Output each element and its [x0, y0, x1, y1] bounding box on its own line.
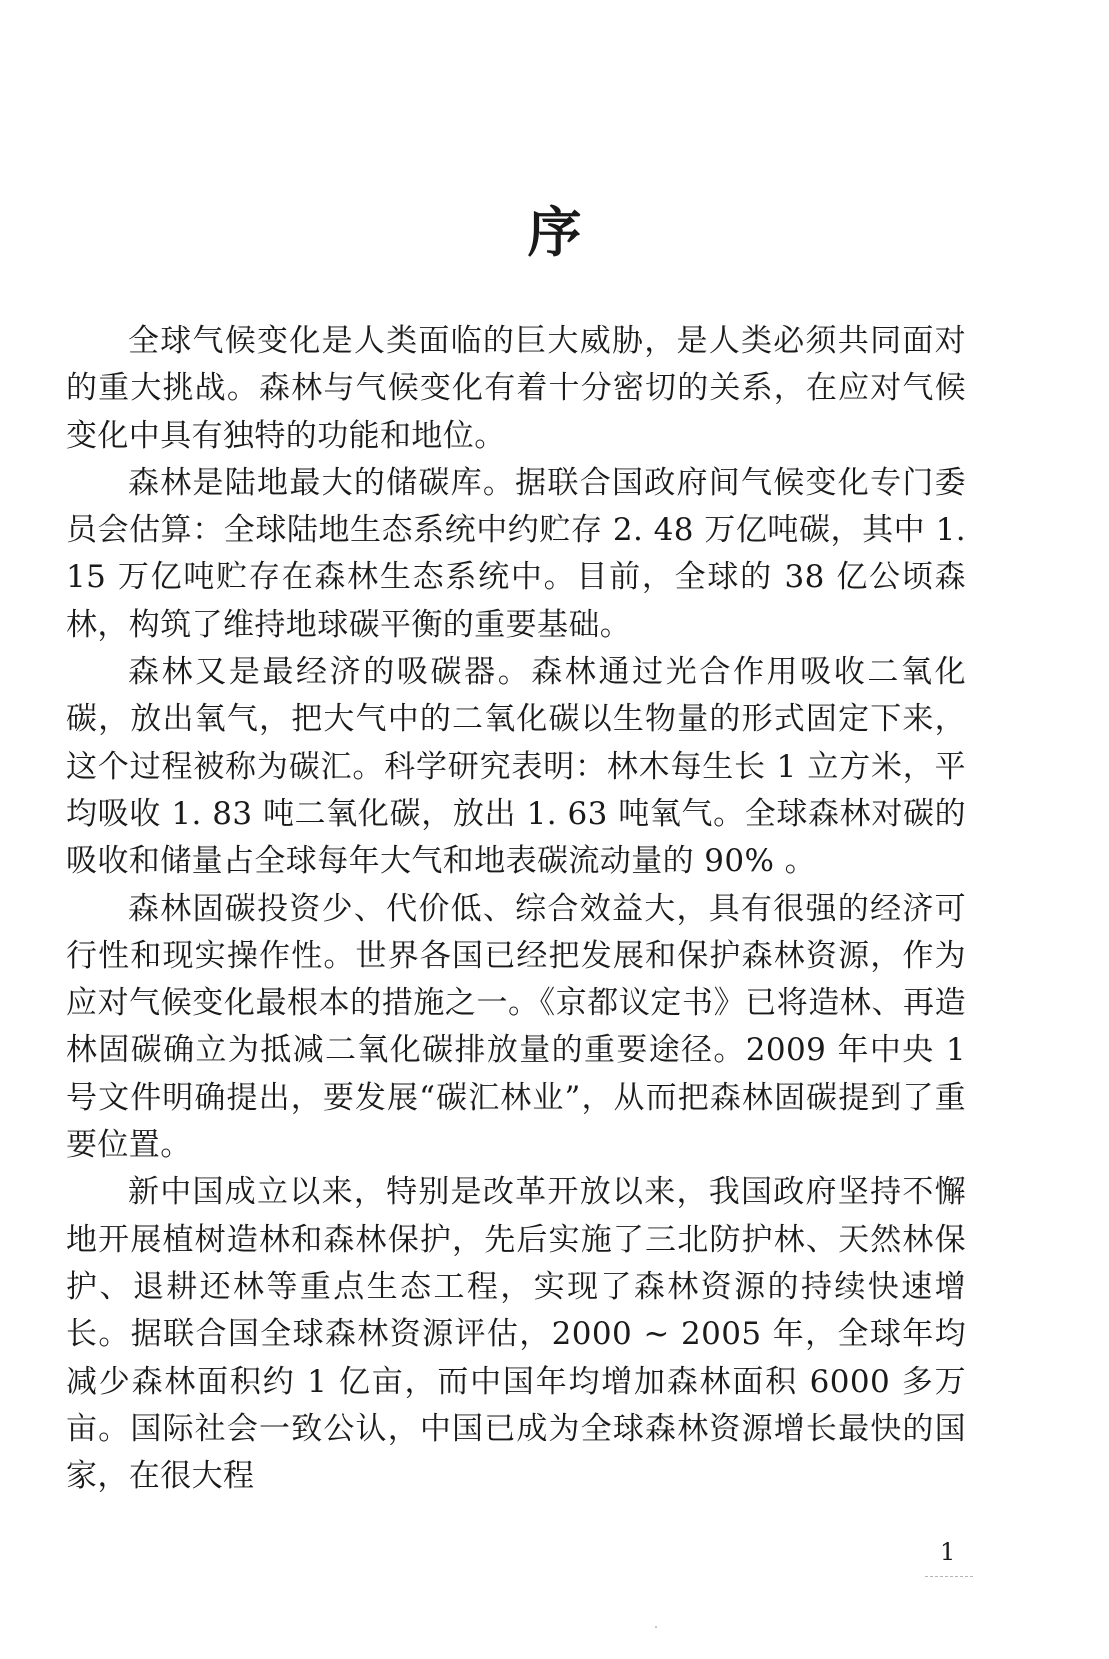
- paragraph: 森林又是最经济的吸碳器。森林通过光合作用吸收二氧化碳，放出氧气，把大气中的二氧化碳以生物量的形式固定下来，这个过程被称为碳汇。科学研究表明：林木每生长 1 立方米，平均吸收 1. 83 吨二氧化碳，放出 1. 63 吨氧气。全球森林对碳的吸收和储量占全球每年大气和地表碳流动量的 90% 。: [66, 654, 966, 880]
- paragraph: 新中国成立以来，特别是改革开放以来，我国政府坚持不懈地开展植树造林和森林保护，先后实施了三北防护林、天然林保护、退耕还林等重点生态工程，实现了森林资源的持续快速增长。据联合国全球森林资源评估，2000 ~ 2005 年，全球年均减少森林面积约 1 亿亩，而中国年均增加森林面积 6000 多万亩。国际社会一致公认，中国已成为全球森林资源增长最快的国家，在很大程: [66, 1174, 966, 1495]
- paragraph: 全球气候变化是人类面临的巨大威胁，是人类必须共同面对的重大挑战。森林与气候变化有着十分密切的关系，在应对气候变化中具有独特的功能和地位。: [66, 323, 966, 454]
- paragraph: 森林固碳投资少、代价低、综合效益大，具有很强的经济可行性和现实操作性。世界各国已经把发展和保护森林资源，作为应对气候变化最根本的措施之一。《京都议定书》已将造林、再造林固碳确立为抵减二氧化碳排放量的重要途径。2009 年中央 1 号文件明确提出，要发展“碳汇林业”，从而把森林固碳提到了重要位置。: [66, 890, 966, 1164]
- page-number: 1: [940, 1538, 956, 1566]
- paragraph: 森林是陆地最大的储碳库。据联合国政府间气候变化专门委员会估算：全球陆地生态系统中约贮存 2. 48 万亿吨碳，其中 1. 15 万亿吨贮存在森林生态系统中。目前，全球的 38 亿公顷森林，构筑了维持地球碳平衡的重要基础。: [66, 464, 966, 643]
- body-text: [66, 318, 966, 1500]
- scan-speck: [655, 1626, 657, 1628]
- footer-rule: [925, 1576, 973, 1577]
- page-title: 序: [527, 200, 582, 264]
